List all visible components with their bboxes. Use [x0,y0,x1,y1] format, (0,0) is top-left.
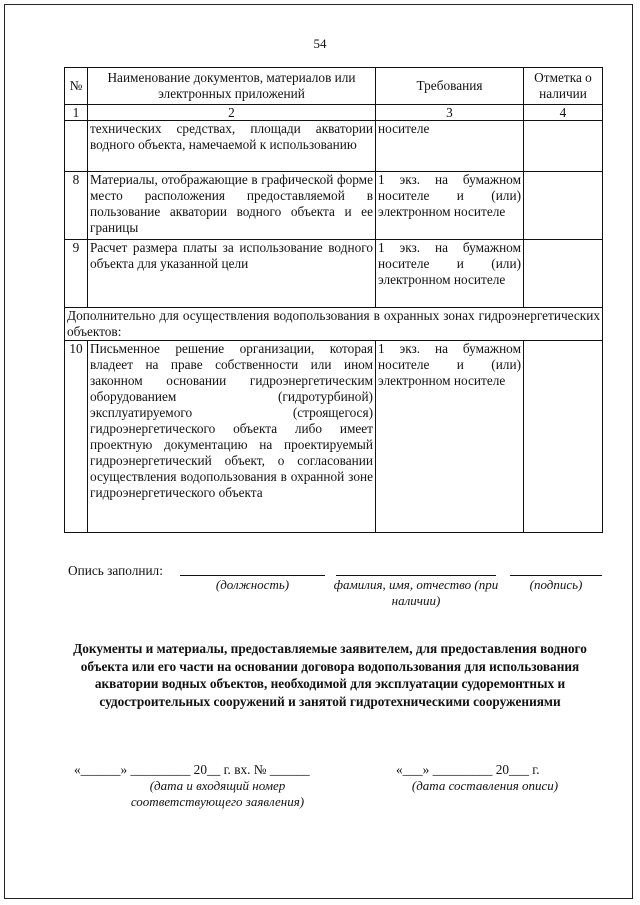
row-num: 10 [65,341,88,533]
documents-table [64,67,603,533]
section-title: Дополнительно для осуществления водопользования в охранных зонах гидроэнергетических объектов: [65,308,603,341]
row-num: 9 [65,240,88,308]
section-row [65,308,603,341]
row-mark [524,341,603,533]
row-requirements: 1 экз. на бумажном носителе и (или) электронном носителе [376,172,524,240]
left-date-caption: (дата и входящий номер соответствующего заявления) [130,778,305,809]
row-name: Расчет размера платы за использование водного объекта для указанной цели [88,240,376,308]
header-requirements: Требования [376,68,524,105]
column-number: 3 [376,105,524,121]
column-number: 4 [524,105,603,121]
table-row [65,172,603,240]
table-row [65,240,603,308]
opis-label: Опись заполнил: [68,563,163,578]
row-num [65,121,88,172]
header-num: № [65,68,88,105]
table-row [65,341,603,533]
row-mark [524,172,603,240]
row-num: 8 [65,172,88,240]
row-requirements: 1 экз. на бумажном носителе и (или) электронном носителе [376,341,524,533]
row-name: Письменное решение организации, которая владеет на праве собственности или ином законном основании гидроэнергетическим оборудованием (гидротурбиной) эксплуатируемого (строящегося) гидроэнергетического объекта либо имеет проектную документацию на проектируемый гидроэнергетический объект, о согласовании осуществления водопользования в охранной зоне гидроэнергетического объекта [88,341,376,533]
caption-name: фамилия, имя, отчество (при наличии) [333,577,499,608]
column-number: 2 [88,105,376,121]
left-date-line: «______» _________ 20__ г. вх. № ______ [74,762,310,777]
row-requirements: носителе [376,121,524,172]
column-number-row [65,105,603,121]
header-mark: Отметка о наличии [524,68,603,105]
right-date-line: «___» _________ 20___ г. [396,762,540,777]
row-requirements: 1 экз. на бумажном носителе и (или) электронном носителе [376,240,524,308]
row-name: технических средствах, площади акватории водного объекта, намечаемой к использованию [88,121,376,172]
caption-signature: (подпись) [529,577,583,592]
page-number: 54 [313,36,327,51]
row-name: Материалы, отображающие в графической форме место расположения предоставляемой в пользование акватории водного объекта и ее границы [88,172,376,240]
position-line [180,575,325,576]
section-heading: Документы и материалы, предоставляемые заявителем, для предоставления водного объекта или его части на основании договора водопользования для использования акватории водных объектов, необходимой для эксплуатации судоремонтных и судостроительных сооружений и занятой гидротехническими сооружениями [73,641,587,709]
header-name: Наименование документов, материалов или электронных приложений [88,68,376,105]
row-mark [524,240,603,308]
table-row [65,121,603,172]
table-header-row [65,68,603,105]
right-date-caption: (дата составления описи) [411,778,559,793]
name-line [336,575,496,576]
caption-position: (должность) [215,577,290,592]
column-number: 1 [65,105,88,121]
signature-line [510,575,602,576]
row-mark [524,121,603,172]
